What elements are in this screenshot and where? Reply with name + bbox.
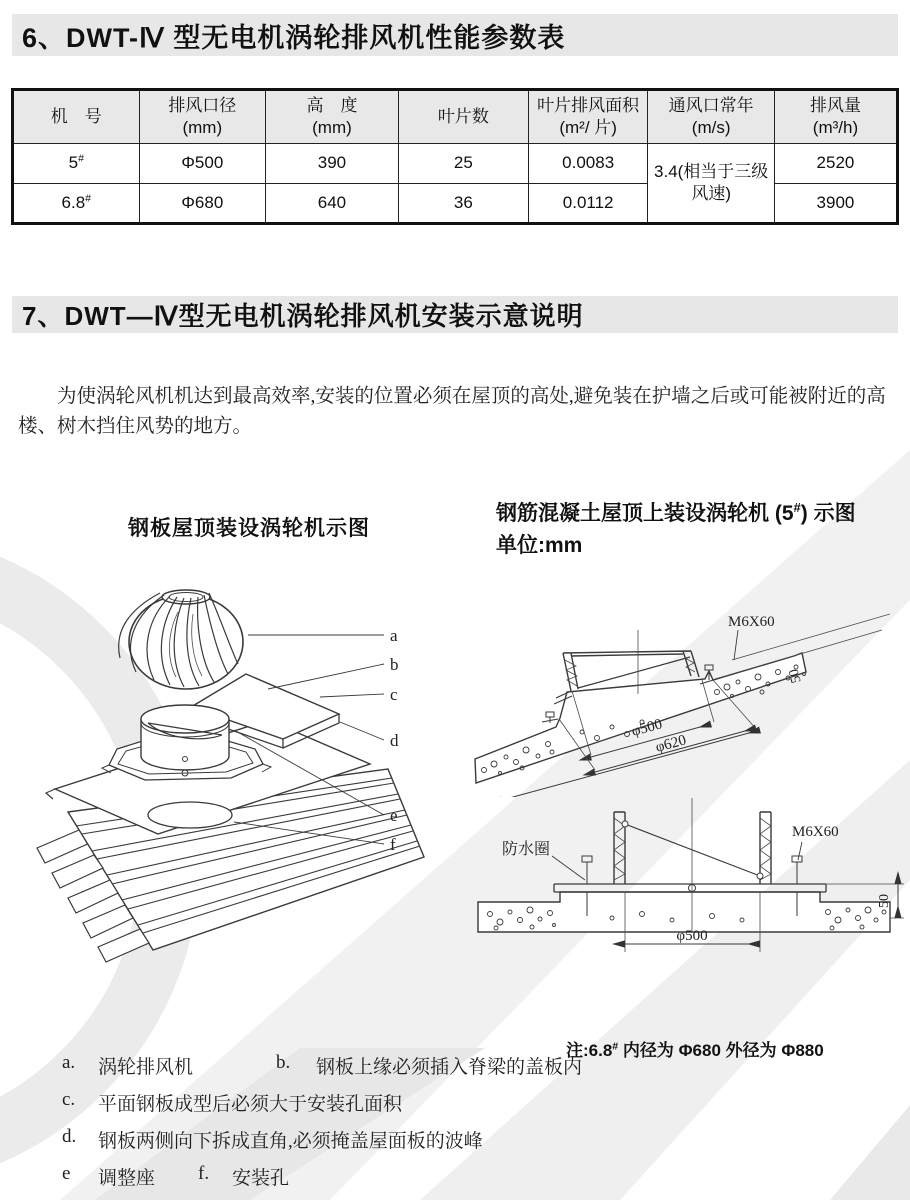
legend-text-d: 钢板两侧向下拆成直角,必须掩盖屋面板的波峰 <box>98 1131 483 1152</box>
cell-model-68: 6.8# <box>13 184 140 224</box>
legend-row-c <box>62 1089 682 1116</box>
section-6-header <box>12 14 898 56</box>
part-label-b: b <box>390 655 399 674</box>
cell-height-5: 390 <box>266 144 399 184</box>
part-label-c: c <box>390 685 398 704</box>
section-7-title: 7、DWT—Ⅳ型无电机涡轮排风机安装示意说明 <box>22 301 584 331</box>
waterproof-ring-label: 防水圈 <box>502 841 551 858</box>
section-6-title: 6、DWT-Ⅳ 型无电机涡轮排风机性能参数表 <box>22 22 566 53</box>
turbine-ball <box>119 590 243 689</box>
legend-key-b: b. <box>276 1052 291 1073</box>
legend-text-c: 平面钢板成型后必须大于安装孔面积 <box>98 1094 403 1115</box>
col-header-blade-area: 叶片排风面积 (m²/ 片) <box>528 90 647 144</box>
right-diagram-unit: 单位:mm <box>496 533 583 557</box>
cell-height-68: 640 <box>266 184 399 224</box>
cell-area-5: 0.0083 <box>528 144 647 184</box>
legend-row-ab <box>62 1052 682 1079</box>
left-diagram-title: 钢板屋顶装设涡轮机示图 <box>128 517 370 540</box>
concrete-slab <box>478 892 890 932</box>
col-header-height: 高 度 (mm) <box>266 90 399 144</box>
cell-diameter-5: Φ500 <box>139 144 266 184</box>
legend-text-f: 安装孔 <box>232 1168 290 1189</box>
duct-walls <box>614 812 771 892</box>
part-label-e: e <box>390 806 398 825</box>
adjustment-seat-cylinder <box>141 705 229 770</box>
intro-paragraph: 为使涡轮风机机达到最高效率,安装的位置必须在屋顶的高处,避免装在护墙之后或可能被附近的高楼、树木挡住风势的地方。 <box>18 386 886 438</box>
dim-phi500-bottom: φ500 <box>676 928 708 944</box>
sloped-concrete-roof-section <box>462 592 910 797</box>
right-diagram-title-line1: 钢筋混凝土屋顶上装设涡轮机 (5#) 示图 <box>496 500 856 525</box>
part-label-f: f <box>390 835 396 854</box>
dim-phi500-top: φ500 <box>629 716 665 740</box>
col-header-wind-speed: 通风口常年 (m/s) <box>648 90 775 144</box>
dim-50-top: 50 <box>786 667 805 685</box>
cell-wind-speed-merged: 3.4(相当于三级风速) <box>648 144 775 224</box>
cell-blades-5: 25 <box>398 144 528 184</box>
cell-airflow-5: 2520 <box>774 144 897 184</box>
part-label-d: d <box>390 731 399 750</box>
cell-model-5: 5# <box>13 144 140 184</box>
legend-text-a: 涡轮排风机 <box>98 1057 194 1078</box>
note-text: 注:6.8# 内径为 Φ680 外径为 Φ880 <box>566 1040 824 1060</box>
right-diagram-title <box>496 498 898 561</box>
cell-diameter-68: Φ680 <box>139 184 266 224</box>
legend-text-b: 钢板上缘必须插入脊梁的盖板内 <box>316 1057 583 1078</box>
steel-roof-installation-diagram <box>18 572 442 1062</box>
concrete-slab <box>475 653 806 783</box>
legend-row-ef <box>62 1163 682 1190</box>
cell-blades-68: 36 <box>398 184 528 224</box>
legend-key-a: a. <box>62 1052 76 1073</box>
legend-key-d: d. <box>62 1126 77 1147</box>
part-label-a: a <box>390 626 398 645</box>
bolt-label-bottom: M6X60 <box>792 824 839 840</box>
legend-key-f: f. <box>198 1163 210 1184</box>
legend-row-d <box>62 1126 682 1153</box>
labels-and-dimensions <box>502 824 904 952</box>
cell-area-68: 0.0112 <box>528 184 647 224</box>
cell-airflow-68: 3900 <box>774 184 897 224</box>
table-row <box>13 144 898 184</box>
col-header-diameter: 排风口径 (mm) <box>139 90 266 144</box>
dim-50-bottom: 50 <box>877 894 892 908</box>
col-header-blades: 叶片数 <box>398 90 528 144</box>
bolt-label-top: M6X60 <box>728 614 775 630</box>
legend-key-c: c. <box>62 1089 76 1110</box>
legend-key-e: e <box>62 1163 71 1184</box>
mounting-hole <box>148 802 232 828</box>
col-header-model: 机 号 <box>13 90 140 144</box>
performance-table <box>11 88 899 225</box>
flat-concrete-roof-section <box>462 792 910 1010</box>
dim-phi620-top: φ620 <box>653 732 689 756</box>
col-header-airflow: 排风量 (m³/h) <box>774 90 897 144</box>
section-7-header <box>12 296 898 333</box>
legend-list <box>62 1052 682 1200</box>
legend-text-e: 调整座 <box>98 1168 156 1189</box>
